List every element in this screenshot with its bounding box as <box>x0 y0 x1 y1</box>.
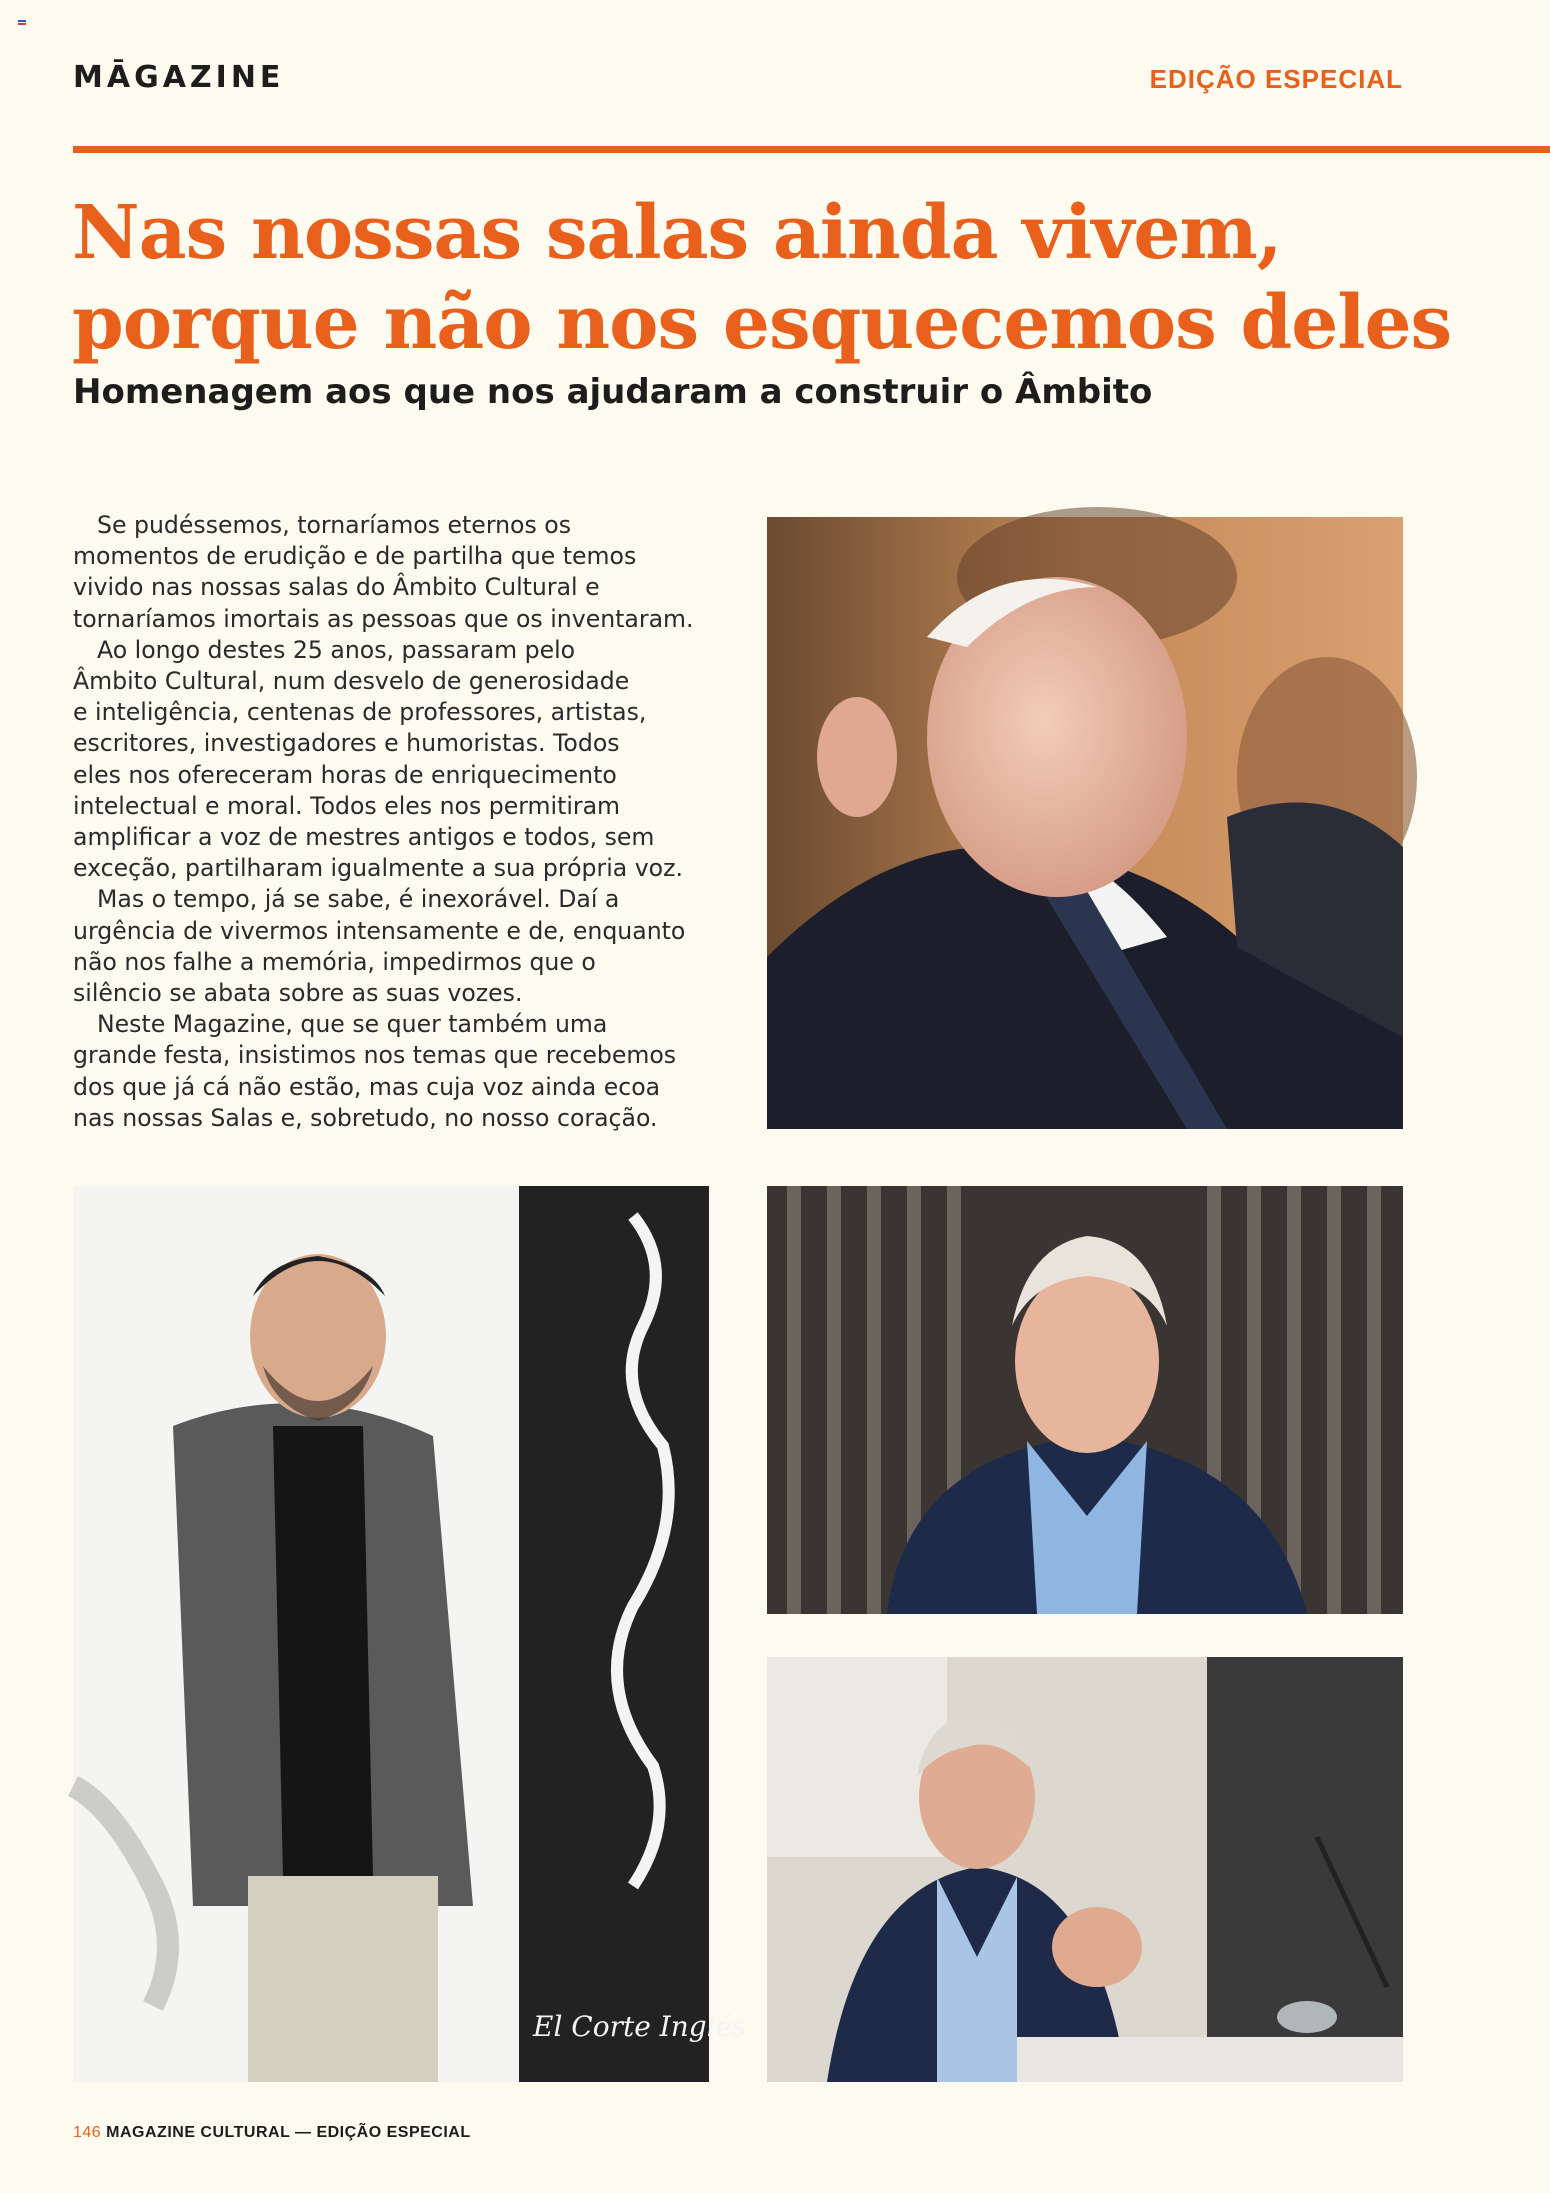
header-divider <box>73 146 1550 153</box>
article-subtitle: Homenagem aos que nos ajudaram a construir o Âmbito <box>73 372 1153 412</box>
paragraph-3: Mas o tempo, já se sabe, é inexorável. Daí a urgência de vivermos intensamente e de, enquanto não nos falhe a memória, impedirmos que o silêncio se abata sobre as suas vozes. <box>73 885 686 1008</box>
masthead-logo: MĀGAZINE <box>73 60 285 95</box>
page-footer <box>73 2124 471 2142</box>
paragraph-1: Se pudéssemos, tornaríamos eternos os momentos de erudição e de partilha que temos vivido nas nossas salas do Âmbito Cultural e tornaríamos imortais as pessoas que os inventaram. <box>73 511 694 633</box>
photo-elderly-man-profile <box>767 517 1403 1129</box>
footer-label: MAGAZINE CULTURAL — EDIÇÃO ESPECIAL <box>106 2124 471 2141</box>
paragraph-2: Ao longo destes 25 anos, passaram pelo Âmbito Cultural, num desvelo de generosidade e inteligência, centenas de professores, artistas, escritores, investigadores e humoristas. Todos eles nos ofereceram horas de enriquecimento intelectual e moral. Todos eles nos permitiram amplificar a voz de mestres antigos e todos, sem exceção, partilharam igualmente a sua própria voz. <box>73 635 683 883</box>
corner-mark <box>18 20 26 26</box>
photo-man-speaker-table <box>767 1657 1403 2082</box>
page-number: 146 <box>73 2124 102 2141</box>
photo-man-blue-shirt <box>767 1186 1403 1614</box>
photo-man-standing-wall <box>73 1186 747 2082</box>
article-title <box>72 188 1452 368</box>
wall-signature: El Corte Inglés <box>533 2010 747 2043</box>
article-body <box>73 510 723 1134</box>
paragraph-4: Neste Magazine, que se quer também uma grande festa, insistimos nos temas que recebemos dos que já cá não estão, mas cuja voz ainda ecoa nas nossas Salas e, sobretudo, no nosso coração. <box>73 1010 677 1132</box>
article-title-text: Nas nossas salas ainda vivem, porque não nos esquecemos deles <box>72 190 1452 366</box>
edition-label: EDIÇÃO ESPECIAL <box>1149 64 1403 94</box>
